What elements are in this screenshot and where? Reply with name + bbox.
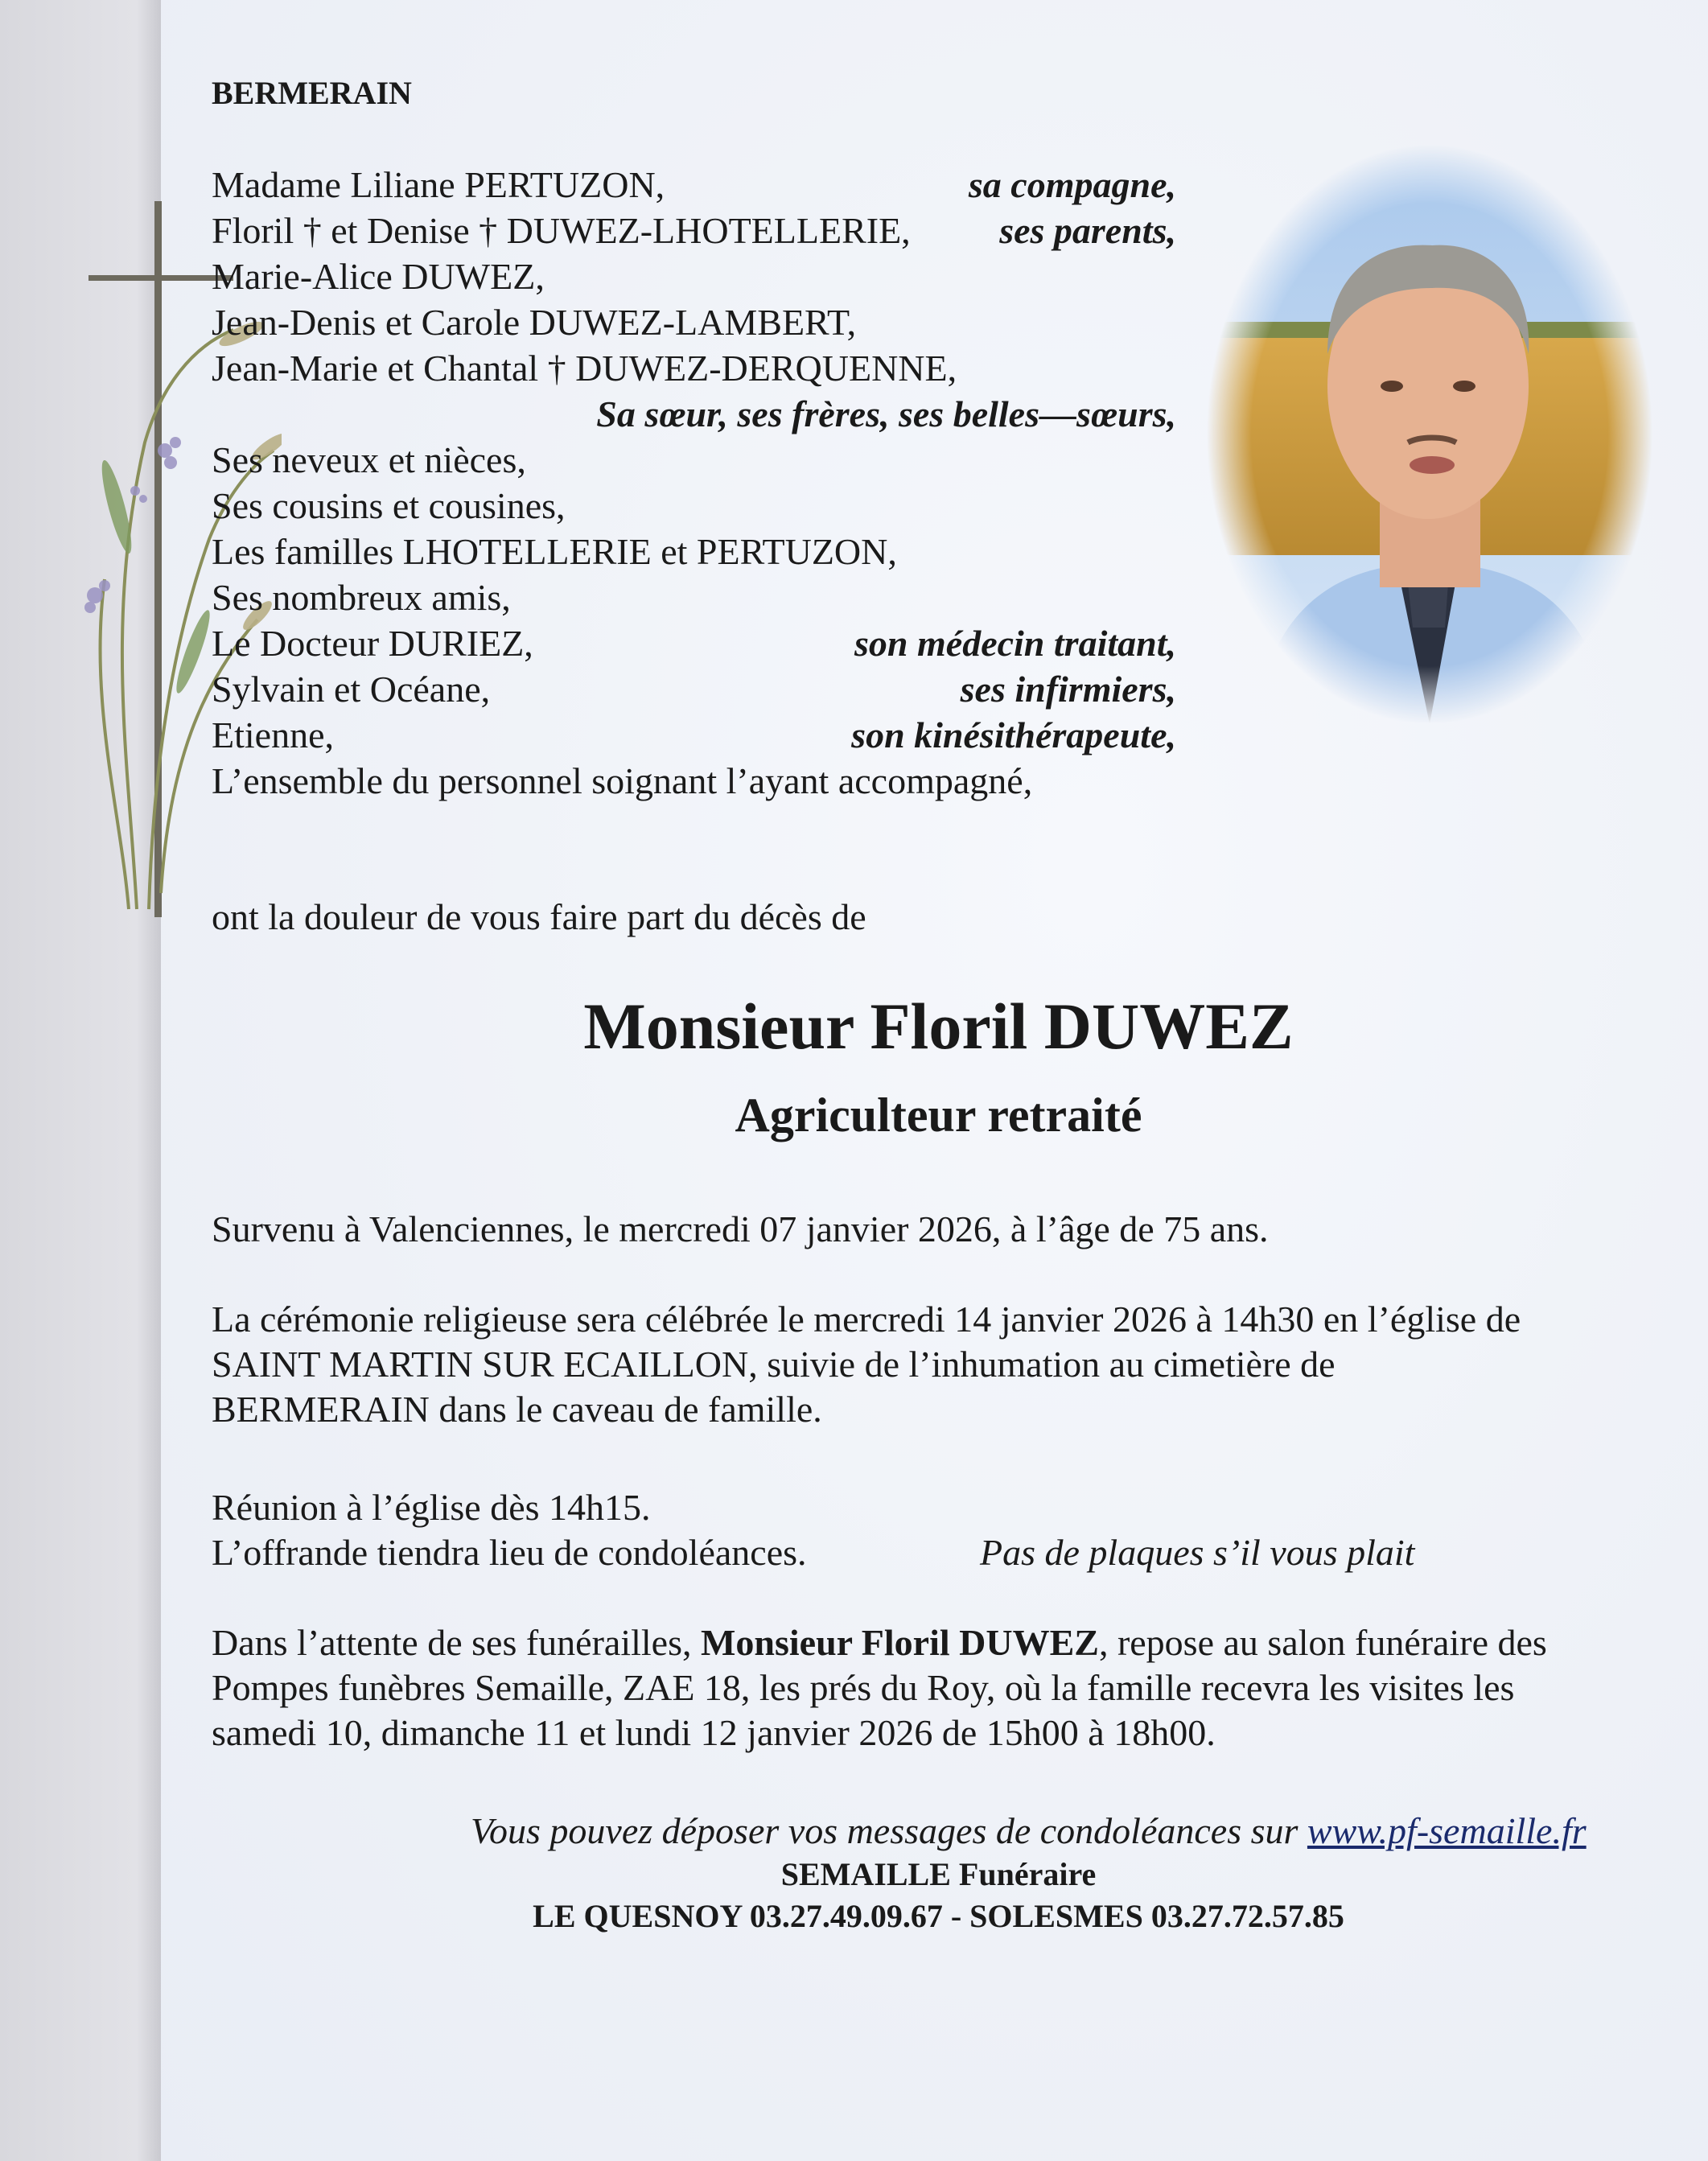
family-member: L’ensemble du personnel soignant l’ayant accompagné, <box>212 760 1033 801</box>
family-member: Marie-Alice DUWEZ, <box>212 256 545 297</box>
website-link[interactable]: www.pf-semaille.fr <box>1307 1810 1587 1851</box>
family-member: Jean-Denis et Carole DUWEZ-LAMBERT, <box>212 302 857 343</box>
family-member: Le Docteur DURIEZ, <box>212 623 533 664</box>
death-line: Survenu à Valenciennes, le mercredi 07 janvier 2026, à l’âge de 75 ans. <box>212 1208 1269 1249</box>
family-relation: ses parents, <box>999 210 1176 251</box>
meeting-line: Réunion à l’église dès 14h15. <box>212 1487 651 1528</box>
family-member: Madame Liliane PERTUZON, <box>212 164 665 205</box>
village-heading: BERMERAIN <box>212 75 412 111</box>
ceremony-line-2: SAINT MARTIN SUR ECAILLON, suivie de l’inhumation au cimetière de <box>212 1344 1336 1385</box>
family-relation: sa compagne, <box>968 164 1176 205</box>
family-member: Ses nombreux amis, <box>212 577 511 618</box>
family-member: Ses neveux et nièces, <box>212 439 526 480</box>
footer-message-text: Vous pouvez déposer vos messages de condoléances sur <box>471 1810 1298 1851</box>
rest-line-1-name: Monsieur Floril DUWEZ <box>701 1622 1099 1663</box>
offering-line: L’offrande tiendra lieu de condoléances. <box>212 1532 807 1573</box>
family-member: Jean-Marie et Chantal † DUWEZ-DERQUENNE, <box>212 348 957 389</box>
no-plaques-note: Pas de plaques s’il vous plait <box>980 1532 1415 1573</box>
footer-message <box>471 1809 1587 1854</box>
rest-line-1-pre: Dans l’attente de ses funérailles, <box>212 1622 692 1663</box>
company-phones: LE QUESNOY 03.27.49.09.67 - SOLESMES 03.27.72.57.85 <box>533 1898 1344 1934</box>
family-relation: son kinésithérapeute, <box>851 714 1176 755</box>
family-member: Les familles LHOTELLERIE et PERTUZON, <box>212 531 897 572</box>
family-relation: Sa sœur, ses frères, ses belles—sœurs, <box>596 393 1176 434</box>
family-member: Ses cousins et cousines, <box>212 485 566 526</box>
deceased-name: Monsieur Floril DUWEZ <box>583 990 1294 1063</box>
ceremony-line-3: BERMERAIN dans le caveau de famille. <box>212 1389 822 1430</box>
family-member: Sylvain et Océane, <box>212 669 491 710</box>
rest-line-2: Pompes funèbres Semaille, ZAE 18, les prés du Roy, où la famille recevra les visites les <box>212 1667 1515 1708</box>
company-name: SEMAILLE Funéraire <box>780 1856 1097 1892</box>
ceremony-line-1: La cérémonie religieuse sera célébrée le mercredi 14 janvier 2026 à 14h30 en l’église de <box>212 1299 1521 1340</box>
rest-line-3: samedi 10, dimanche 11 et lundi 12 janvier 2026 de 15h00 à 18h00. <box>212 1712 1216 1753</box>
rest-line-1 <box>212 1620 1547 1665</box>
profession: Agriculteur retraité <box>735 1089 1142 1142</box>
announcement-line: ont la douleur de vous faire part du décès de <box>212 896 866 937</box>
family-relation: ses infirmiers, <box>960 669 1176 710</box>
rest-line-1-post: , repose au salon funéraire des <box>1098 1622 1547 1663</box>
family-member: Floril † et Denise † DUWEZ-LHOTELLERIE, <box>212 210 911 251</box>
family-member: Etienne, <box>212 714 334 755</box>
family-relation: son médecin traitant, <box>854 623 1176 664</box>
portrait-photo <box>1207 145 1653 724</box>
